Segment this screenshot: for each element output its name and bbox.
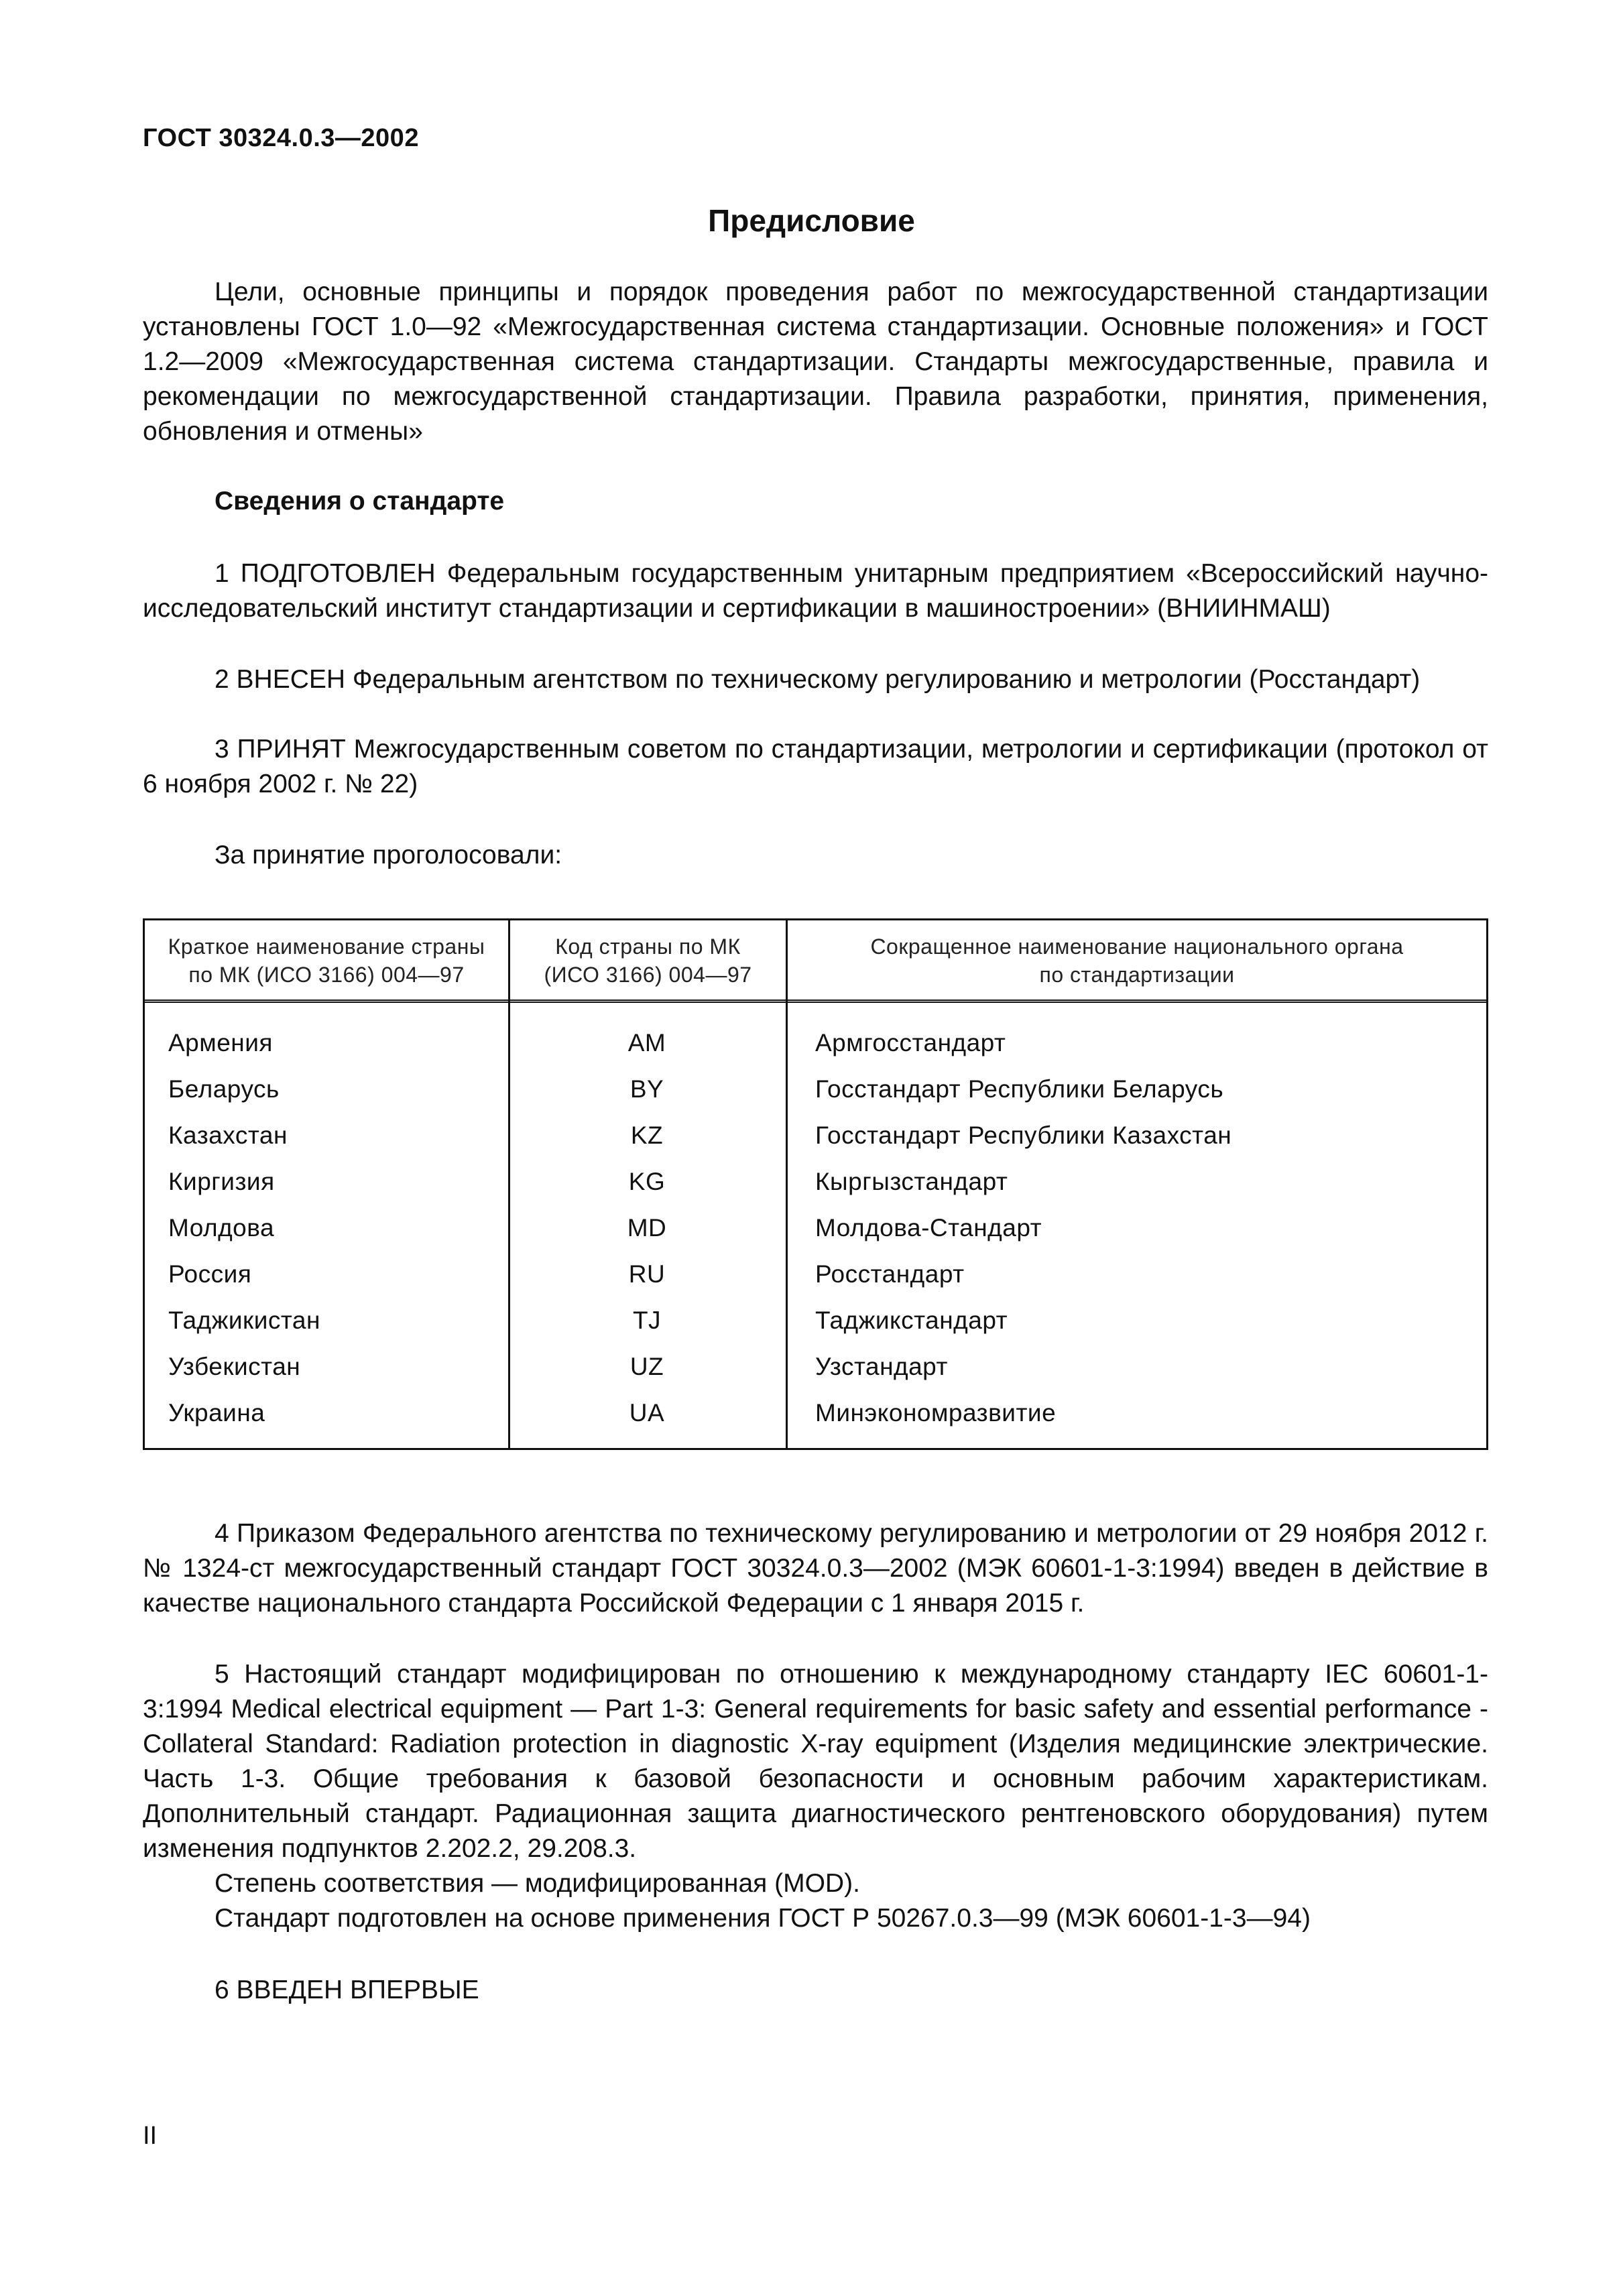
code-cell: TJ [632, 1307, 662, 1334]
table-row [145, 1251, 1486, 1297]
table-row [145, 1390, 1486, 1436]
intro-paragraph: Цели, основные принципы и порядок проведения работ по межгосударственной стандартизации установлены ГОСТ 1.0—92 «Межгосударственная система стандартизации. Основные положения» и ГОСТ 1.2—2009 «Межгосударственная система стандартизации. Стандарты межгосударственные, правила и рекомендации по межгосударственной стандартизации. Правила разработки, принятия, применения, обновления и отмены» [143, 278, 1488, 446]
table-row [145, 1020, 1486, 1066]
table-header-body-line1: Сокращенное наименование национального органа [870, 934, 1404, 959]
voted-label: За принятие проголосовали: [215, 841, 562, 869]
table-header-body-line2: по стандартизации [1039, 963, 1235, 987]
body-cell: Минэкономразвитие [815, 1399, 1057, 1427]
item-5-degree: Степень соответствия — модифицированная (MOD). [215, 1869, 860, 1898]
section-heading: Сведения о стандарте [215, 487, 505, 516]
table-row [145, 1066, 1486, 1112]
table-header-country-line2: по МК (ИСО 3166) 004—97 [188, 963, 465, 987]
table-header-body [788, 932, 1486, 989]
document-id-header: ГОСТ 30324.0.3—2002 [143, 124, 419, 152]
item-4-paragraph: 4 Приказом Федерального агентства по техническому регулированию и метрологии от 29 ноября 2012 г. № 1324-ст межгосударственный стандарт ГОСТ 30324.0.3—2002 (МЭК 60601-1-3:1994) введен в действие в качестве национального стандарта Российской Федерации с 1 января 2015 г. [143, 1519, 1488, 1618]
table-row [145, 1158, 1486, 1205]
code-cell: UA [629, 1399, 665, 1427]
country-cell: Казахстан [168, 1122, 288, 1149]
table-row [145, 1297, 1486, 1343]
country-cell: Киргизия [168, 1168, 275, 1195]
table-row [145, 1343, 1486, 1390]
code-cell: KZ [630, 1122, 664, 1149]
country-cell: Молдова [168, 1214, 275, 1242]
body-cell: Госстандарт Республики Казахстан [815, 1122, 1232, 1149]
body-cell: Таджикстандарт [815, 1307, 1008, 1334]
table-header-country-line1: Краткое наименование страны [168, 934, 485, 959]
table-header-divider [145, 1000, 1486, 1006]
country-cell: Украина [168, 1399, 265, 1427]
country-cell: Беларусь [168, 1075, 280, 1103]
table-row [145, 1112, 1486, 1158]
table-body [145, 1020, 1486, 1436]
item-5-basis: Стандарт подготовлен на основе применения ГОСТ Р 50267.0.3—99 (МЭК 60601-1-3—94) [215, 1904, 1311, 1933]
body-cell: Госстандарт Республики Беларусь [815, 1075, 1224, 1103]
country-cell: Таджикистан [168, 1307, 320, 1334]
item-6-paragraph: 6 ВВЕДЕН ВПЕРВЫЕ [215, 1976, 479, 2004]
body-cell: Росстандарт [815, 1260, 965, 1288]
country-cell: Армения [168, 1029, 273, 1056]
country-cell: Россия [168, 1260, 252, 1288]
table-header-code-line1: Код страны по МК [555, 934, 741, 959]
member-states-table [143, 918, 1488, 1450]
table-row [145, 1205, 1486, 1251]
table-header-code-line2: (ИСО 3166) 004—97 [544, 963, 752, 987]
page-number: II [143, 2122, 158, 2150]
body-cell: Армгосстандарт [815, 1029, 1006, 1056]
code-cell: KG [628, 1168, 666, 1195]
body-cell: Молдова-Стандарт [815, 1214, 1042, 1242]
body-cell: Кыргызстандарт [815, 1168, 1008, 1195]
table-header-code [510, 932, 786, 989]
item-2-paragraph: 2 ВНЕСЕН Федеральным агентством по техническому регулированию и метрологии (Росстандарт) [215, 665, 1421, 694]
code-cell: AM [627, 1029, 666, 1056]
table-header-country [145, 932, 508, 989]
code-cell: UZ [629, 1353, 664, 1380]
item-3-paragraph: 3 ПРИНЯТ Межгосударственным советом по стандартизации, метрологии и сертификации (протокол от 6 ноября 2002 г. № 22) [143, 735, 1488, 798]
page-title: Предисловие [708, 203, 915, 238]
item-5-paragraph: 5 Настоящий стандарт модифицирован по отношению к международному стандарту IEC 60601-1-3:1994 Medical electrical equipment — Part 1-3: General requirements for basic safety and essential performance - Collateral Standard: Radiation protection in diagnostic X-ray equipment (Изделия медицинские электрические. Часть 1-3. Общие требования к базовой безопасности и основным рабочим характеристикам. Дополнительный стандарт. Радиационная защита диагностического рентгеновского оборудования) путем изменения подпунктов 2.202.2, 29.208.3. [143, 1660, 1488, 1863]
country-cell: Узбекистан [168, 1353, 301, 1380]
item-1-paragraph: 1 ПОДГОТОВЛЕН Федеральным государственным унитарным предприятием «Всероссийский научно-исследовательский институт стандартизации и сертификации в машиностроении» (ВНИИНМАШ) [143, 559, 1488, 623]
code-cell: BY [629, 1075, 664, 1103]
code-cell: MD [627, 1214, 667, 1242]
body-cell: Узстандарт [815, 1353, 948, 1380]
code-cell: RU [628, 1260, 666, 1288]
